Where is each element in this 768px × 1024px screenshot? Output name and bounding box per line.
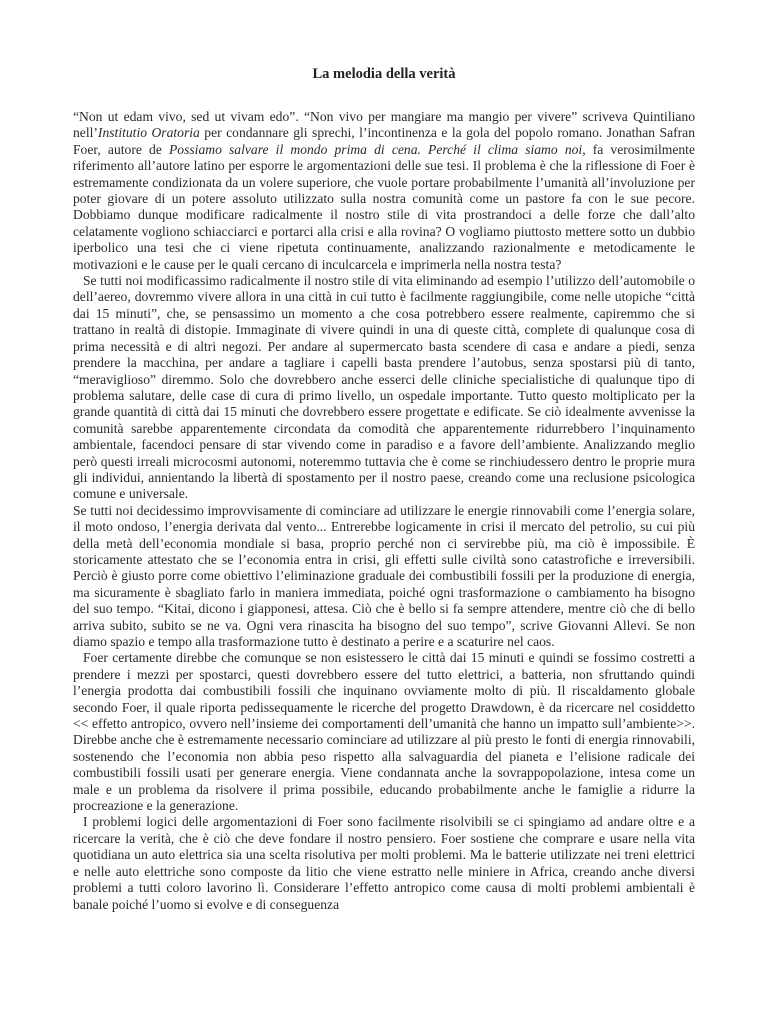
paragraph-5: I problemi logici delle argomentazioni di Foer sono facilmente risolvibili se ci spingiamo ad andare oltre e a ricercare la verità, che è ciò che deve fondare il nostro pensiero. Foer sostiene che comprare e usare nella vita quotidiana un auto elettrica sia una scelta risolutiva per molti problemi. Ma le batterie utilizzate nei treni elettrici e nelle auto elettriche sono composte da litio che viene estratto nelle miniere in Africa, creando anche diversi problemi a tutti coloro lavorino lì. Considerare l’effetto antropico come causa di molti problemi ambientali è banale poiché l’uomo si evolve e di conseguenza (73, 814, 695, 912)
document-title: La melodia della verità (312, 66, 456, 82)
paragraph-1-text-c: , fa verosimilmente riferimento all’autore latino per esporre le argomentazioni delle sue tesi. Il problema è che la riflessione di Foer è estremamente condizionata da un volere superiore, che vuole portare probabilmente l’umanità all’involuzione per poter giovare di un potere assoluto utilizzato sulla nostra comunità come un pastore fa con le sue pecore. Dobbiamo dunque modificare radicalmente il nostro stile di vita prostrandoci a delle forze che dall’alto celatamente vogliono schiacciarci e portarci alla crisi e alla rovina? O vogliamo piuttosto mettere sotto un dubbio iperbolico una tesi che ci viene ripetuta continuamente, analizzando razionalmente e metodicamente le motivazioni e le cause per le quali cercano di inculcarcela e imprimerla nella nostra testa? (73, 141, 695, 272)
paragraph-1 (73, 109, 695, 273)
paragraph-1-text-a: “Non ut edam vivo, sed ut vivam edo”. “Non vivo per mangiare ma mangio per vivere” scriveva Quintiliano nell’ (73, 109, 695, 141)
document-body (73, 109, 695, 913)
paragraph-1-italic-book-title: Possiamo salvare il mondo prima di cena. Perché il clima siamo noi (169, 141, 583, 157)
paragraph-4: Foer certamente direbbe che comunque se non esistessero le città dai 15 minuti e quindi se fossimo costretti a prendere i mezzi per spostarci, questi dovrebbero essere del tutto elettrici, a batteria, non sfruttando quindi l’energia prodotta dai combustibili fossili che inquinano ovviamente molto di più. Il riscaldamento globale secondo Foer, il quale riporta pedissequamente le ricerche del progetto Drawdown, è da ricercare nel cosiddetto << effetto antropico, ovvero nell’insieme dei comportamenti dell’umanità che hanno un impatto sull’ambiente>>. Direbbe anche che è estremamente necessario cominciare ad utilizzare al più presto le fonti di energia rinnovabili, sostenendo che l’economia non abbia peso rispetto alla salvaguardia del pianeta e l’elisione radicale dei combustibili fossili usati per generare energia. Viene condannata anche la sovrappopolazione, intesa come un male e un problema da risolvere il prima possibile, educando probabilmente anche le famiglie a ridurre la procreazione e la generazione. (73, 650, 695, 814)
paragraph-1-text-b: per condannare gli sprechi, l’incontinenza e la gola del popolo romano. Jonathan Safran Foer, autore de (73, 125, 695, 157)
paragraph-2: Se tutti noi modificassimo radicalmente il nostro stile di vita eliminando ad esempio l’utilizzo dell’automobile o dell’aereo, dovremmo vivere allora in una città in cui tutto è facilmente raggiungibile, come nelle utopiche “città dai 15 minuti”, che, se pensassimo un momento a che cosa potrebbero essere realmente, capiremmo che si trattano in realtà di distopie. Immaginate di vivere quindi in una di queste città, complete di qualunque cosa di prima necessità e di altri negozi. Per andare al supermercato basta scendere di casa e andare a piedi, senza prendere la macchina, per andare a tagliare i capelli basta prendere l’autobus, senza spostarsi più di tanto, “meraviglioso” diremmo. Solo che dovrebbero anche esserci delle cliniche specialistiche di qualunque tipo di problema salutare, delle case di cura di primo livello, un ospedale importante. Tutto questo moltiplicato per la grande quantità di città dai 15 minuti che dovrebbero essere progettate e edificate. Se ciò idealmente avvenisse la comunità sarebbe apparentemente circondata da comodità che apparentemente ridurrebbero l’inquinamento ambientale, facendoci pensare di star vivendo come in paradiso e a favore dell’ambiente. Analizzando meglio però questi irreali microcosmi autonomi, noteremmo tuttavia che è come se rinchiudessero dentro le proprie mura gli individui, annientando la libertà di spostamento per il nostro paese, creando come una reclusione psicologica comune e universale. (73, 273, 695, 502)
paragraph-3: Se tutti noi decidessimo improvvisamente di cominciare ad utilizzare le energie rinnovabili come l’energia solare, il moto ondoso, l’energia derivata dal vento... Entrerebbe logicamente in crisi il mercato del petrolio, su cui più della metà dell’economia mondiale si basa, proprio perché non ci servirebbe più, ma ciò è impossibile. È storicamente attestato che se l’economia entra in crisi, gli effetti sulle civiltà sono catastrofiche e irreversibili. Perciò è giusto porre come obiettivo l’eliminazione graduale dei combustibili fossili per la produzione di energia, ma sicuramente è sbagliato farlo in maniera immediata, poiché ogni trasformazione o cambiamento ha bisogno del suo tempo. “Kitai, dicono i giapponesi, attesa. Ciò che è bello si fa sempre attendere, mentre ciò che di bello arriva subito, subito se ne va. Ogni vera rinascita ha bisogno del suo tempo”, scrive Giovanni Allevi. Se non diamo spazio e tempo alla trasformazione tutto è destinato a perire e a scaturire nel caos. (73, 502, 695, 649)
paragraph-1-italic-work-title: Institutio Oratoria (97, 125, 200, 141)
